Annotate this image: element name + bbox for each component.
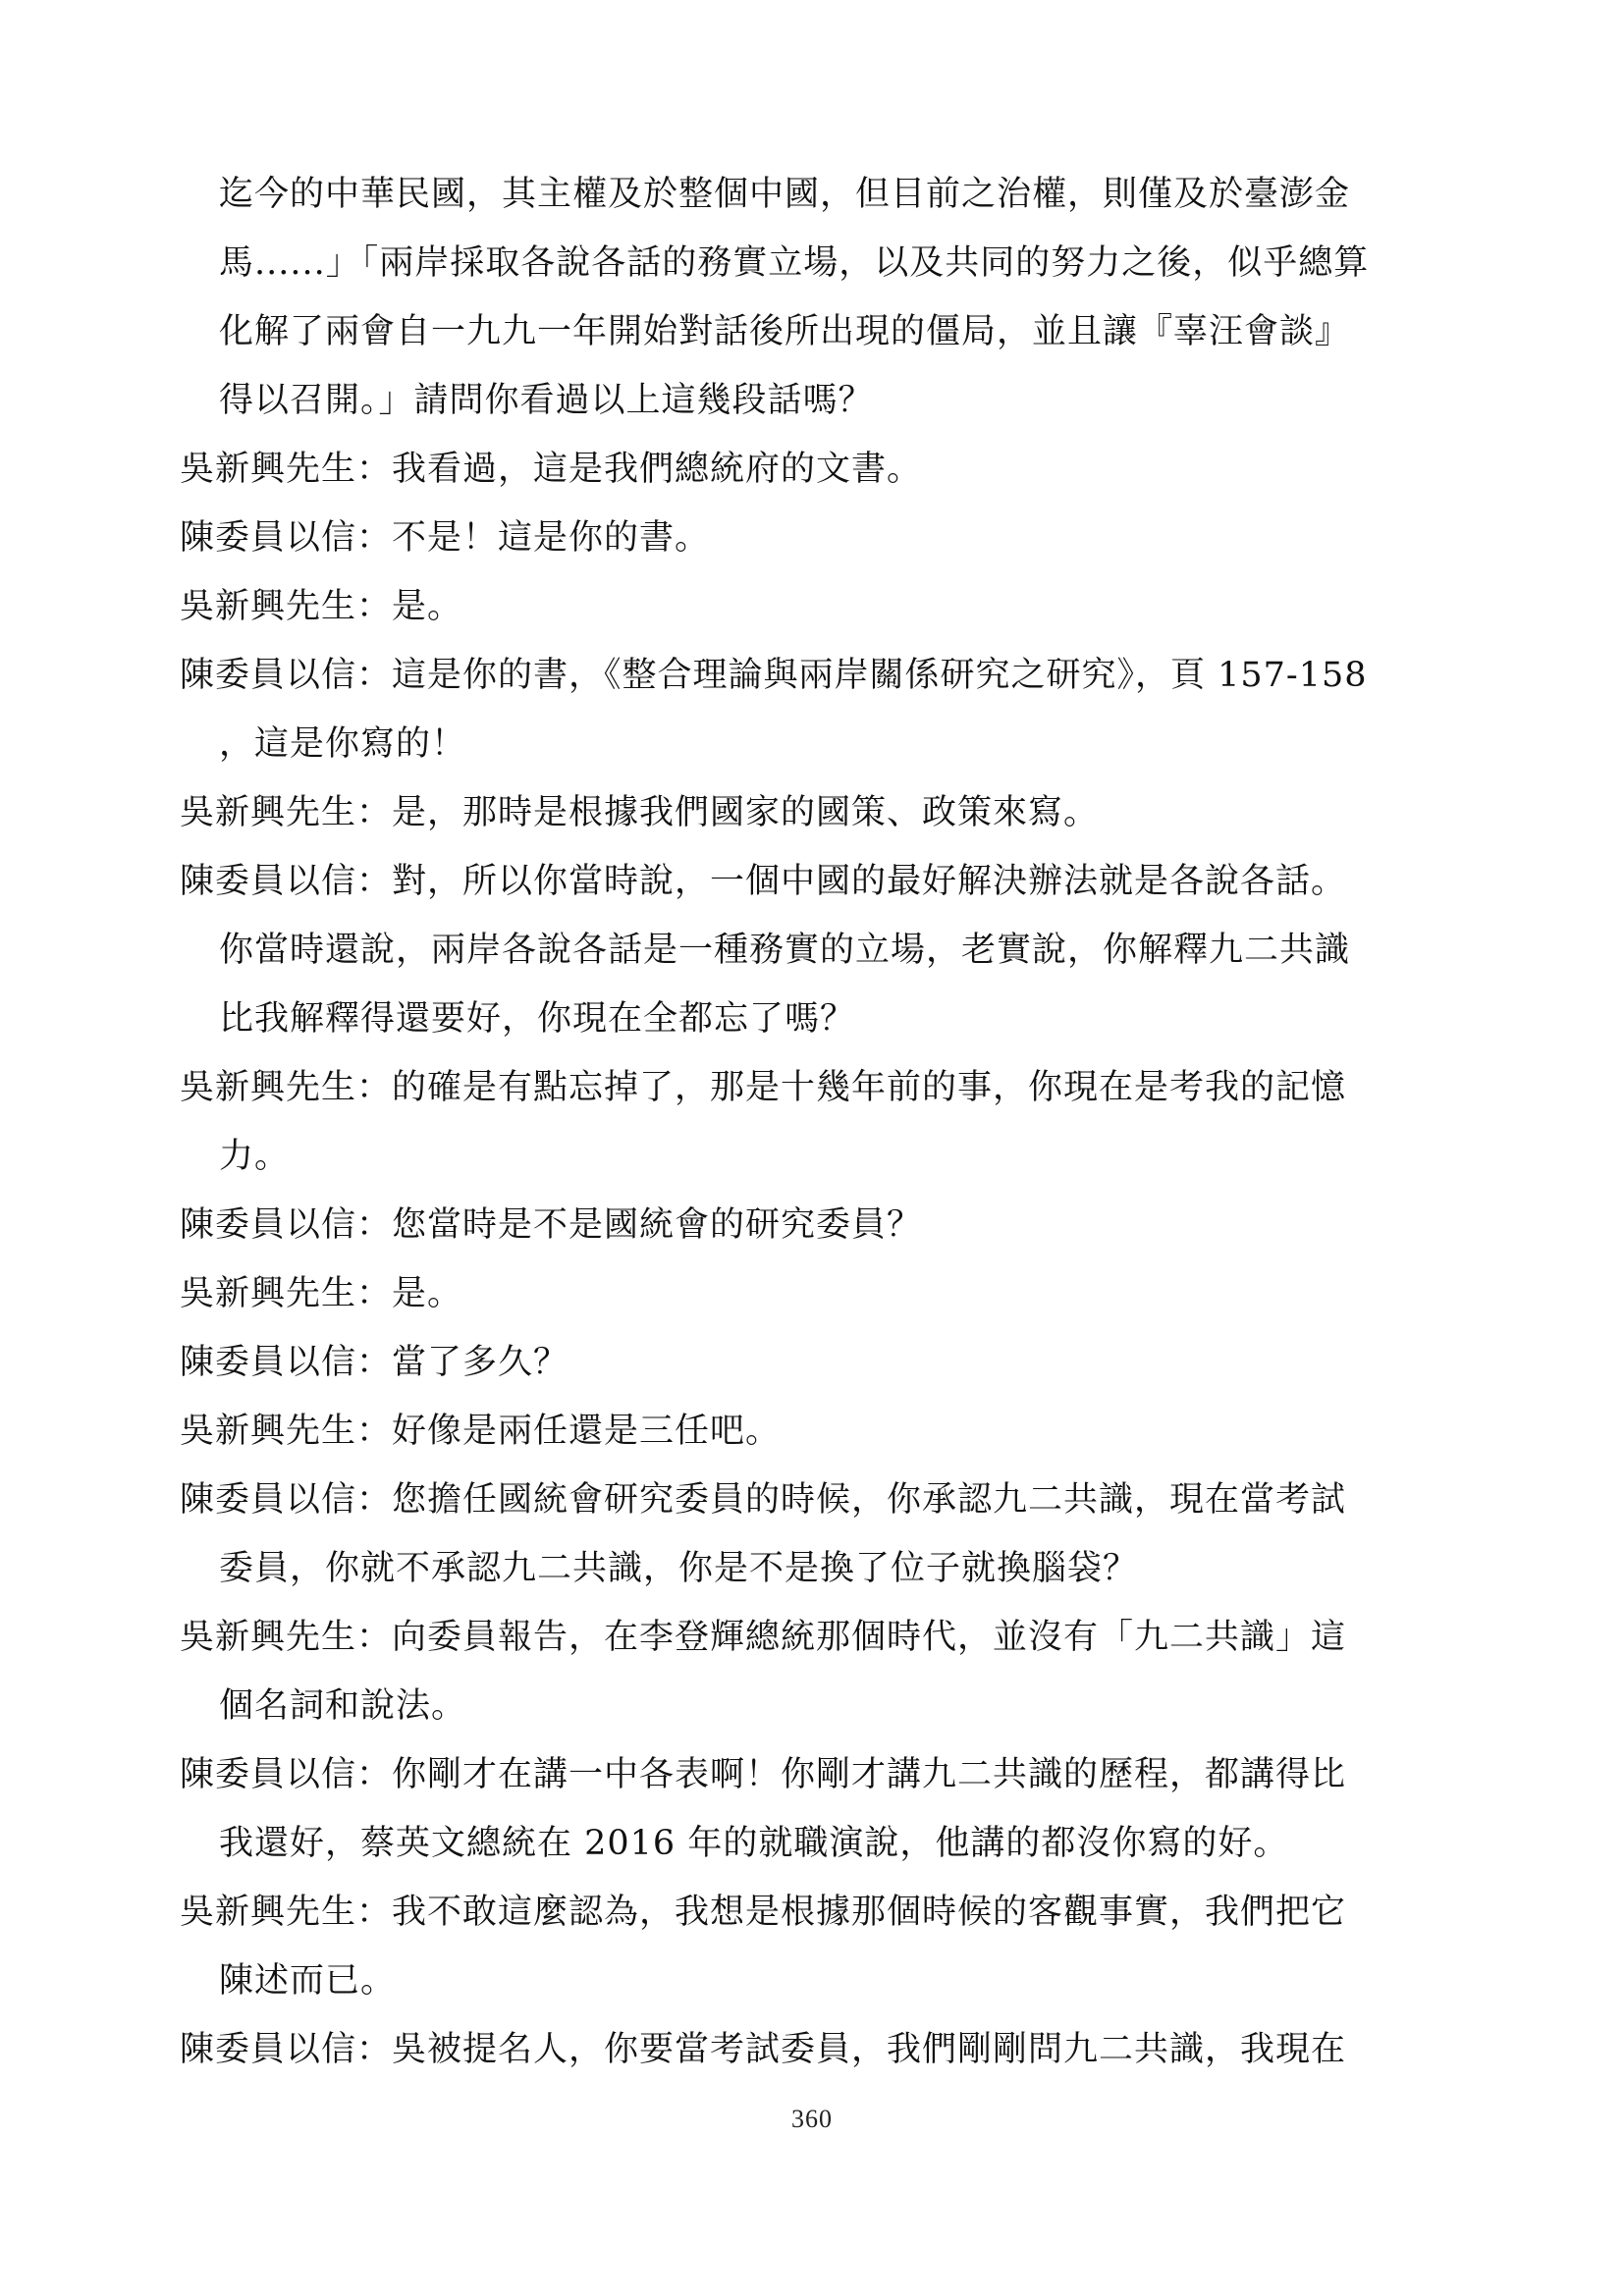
transcript-line: 吳新興先生：我不敢這麼認為，我想是根據那個時候的客觀事實，我們把它 <box>180 1893 1347 1932</box>
transcript-line: 比我解釋得還要好，你現在全都忘了嗎？ <box>219 999 856 1039</box>
transcript-line: 個名詞和說法。 <box>219 1686 467 1726</box>
transcript-line: 你當時還說，兩岸各說各話是一種務實的立場，老實說，你解釋九二共識 <box>219 931 1351 970</box>
transcript-line: 吳新興先生：是，那時是根據我們國家的國策、政策來寫。 <box>180 793 1100 832</box>
transcript-line: 陳委員以信：您擔任國統會研究委員的時候，你承認九二共識，現在當考試 <box>180 1480 1347 1520</box>
transcript-line: 陳委員以信：對，所以你當時說，一個中國的最好解決辦法就是各說各話。 <box>180 862 1347 901</box>
transcript-line: 我還好，蔡英文總統在 2016 年的就職演說，他講的都沒你寫的好。 <box>219 1824 1289 1863</box>
transcript-line: 吳新興先生：是。 <box>180 1274 463 1313</box>
transcript-line: 陳委員以信：你剛才在講一中各表啊！你剛才講九二共識的歷程，都講得比 <box>180 1755 1347 1794</box>
transcript-line: 陳委員以信：不是！這是你的書。 <box>180 518 711 558</box>
transcript-line: 吳新興先生：我看過，這是我們總統府的文書。 <box>180 450 923 489</box>
transcript-line: 陳委員以信：您當時是不是國統會的研究委員？ <box>180 1205 923 1245</box>
transcript-line: 吳新興先生：是。 <box>180 587 463 626</box>
transcript-line: 吳新興先生：的確是有點忘掉了，那是十幾年前的事，你現在是考我的記憶 <box>180 1068 1347 1107</box>
page-number: 360 <box>791 2105 833 2133</box>
transcript-line: 吳新興先生：好像是兩任還是三任吧。 <box>180 1412 782 1451</box>
transcript-line: 委員，你就不承認九二共識，你是不是換了位子就換腦袋？ <box>219 1549 1139 1588</box>
transcript-line: 吳新興先生：向委員報告，在李登輝總統那個時代，並沒有「九二共識」這 <box>180 1618 1347 1657</box>
transcript-line: 陳委員以信：當了多久？ <box>180 1343 569 1382</box>
transcript-line: ，這是你寫的！ <box>219 724 467 764</box>
transcript-line: 力。 <box>219 1137 291 1176</box>
transcript-line: 陳委員以信：這是你的書，《整合理論與兩岸關係研究之研究》，頁 157-158 <box>180 656 1368 695</box>
transcript-line: 馬......」「兩岸採取各說各話的務實立場，以及共同的努力之後，似乎總算 <box>219 243 1370 283</box>
transcript-line: 陳委員以信：吳被提名人，你要當考試委員，我們剛剛問九二共識，我現在 <box>180 2030 1347 2069</box>
transcript-line: 化解了兩會自一九九一年開始對話後所出現的僵局，並且讓『辜汪會談』 <box>219 312 1351 351</box>
transcript-line: 迄今的中華民國，其主權及於整個中國，但目前之治權，則僅及於臺澎金 <box>219 175 1351 214</box>
transcript-body <box>180 160 1456 2084</box>
transcript-line: 得以召開。」請問你看過以上這幾段話嗎？ <box>219 381 874 420</box>
transcript-line: 陳述而已。 <box>219 1961 397 2001</box>
